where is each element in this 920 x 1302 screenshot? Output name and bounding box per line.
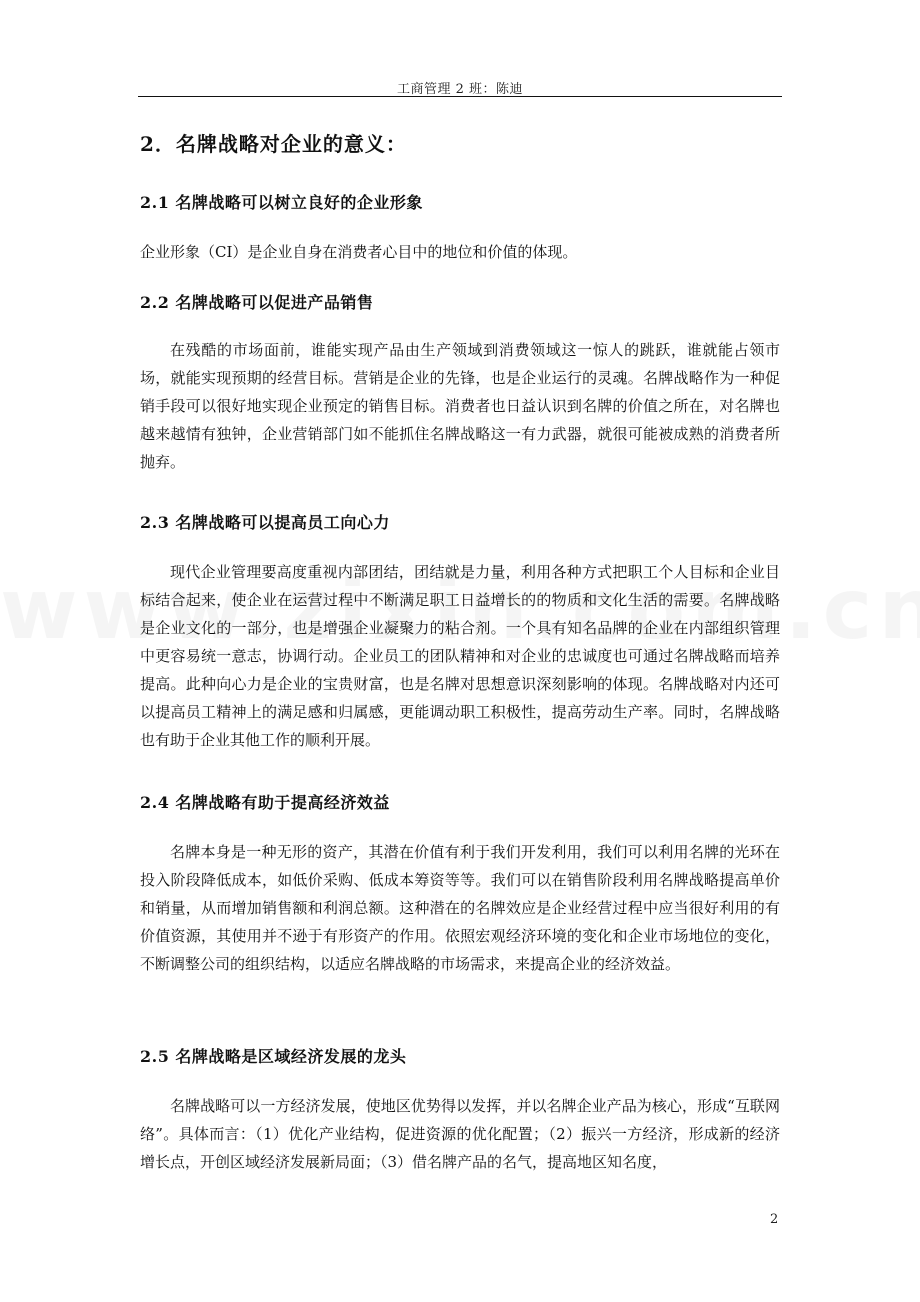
paragraph: 名牌本身是一种无形的资产，其潜在价值有利于我们开发利用，我们可以利用名牌的光环在投入阶段降低成本，如低价采购、低成本筹资等等。我们可以在销售阶段利用名牌战略提高单价和销量，从而增加销售额和利润总额。这种潜在的名牌效应是企业经营过程中应当很好利用的有价值资源，其使用并不逊于有形资产的作用。依照宏观经济环境的变化和企业市场地位的变化，不断调整公司的组织结构，以适应名牌战略的市场需求，来提高企业的经济效益。 (140, 843, 780, 973)
subsection-heading: 2.1 名牌战略可以树立良好的企业形象 (140, 193, 423, 212)
page-number: 2 (770, 1212, 779, 1227)
subsection-heading: 2.2 名牌战略可以促进产品销售 (140, 293, 374, 312)
subsection-heading: 2.4 名牌战略有助于提高经济效益 (140, 793, 390, 812)
subsection-heading: 2.5 名牌战略是区域经济发展的龙头 (140, 1047, 407, 1066)
subsection-heading: 2.3 名牌战略可以提高员工向心力 (140, 513, 390, 532)
paragraph: 在残酷的市场面前，谁能实现产品由生产领域到消费领域这一惊人的跳跃，谁就能占领市场，就能实现预期的经营目标。营销是企业的先锋，也是企业运行的灵魂。名牌战略作为一种促销手段可以很好地实现企业预定的销售目标。消费者也日益认识到名牌的价值之所在，对名牌也越来越情有独钟，企业营销部门如不能抓住名牌战略这一有力武器，就很可能被成熟的消费者所抛弃。 (140, 341, 780, 471)
header-divider (138, 96, 782, 97)
running-header: 工商管理 2 班：陈迪 (396, 82, 524, 97)
paragraph: 企业形象（CI）是企业自身在消费者心目中的地位和价值的体现。 (140, 243, 578, 261)
paragraph: 现代企业管理要高度重视内部团结，团结就是力量，利用各种方式把职工个人目标和企业目标结合起来，使企业在运营过程中不断满足职工日益增长的的物质和文化生活的需要。名牌战略是企业文化的一部分，也是增强企业凝聚力的粘合剂。一个具有知名品牌的企业在内部组织管理中更容易统一意志，协调行动。企业员工的团队精神和对企业的忠诚度也可通过名牌战略而培养提高。此种向心力是企业的宝贵财富，也是名牌对思想意识深刻影响的体现。名牌战略对内还可以提高员工精神上的满足感和归属感，更能调动职工积极性，提高劳动生产率。同时，名牌战略也有助于企业其他工作的顺利开展。 (140, 563, 780, 749)
section-heading: 2．名牌战略对企业的意义： (140, 132, 407, 156)
paragraph: 名牌战略可以一方经济发展，使地区优势得以发挥，并以名牌企业产品为核心，形成“互联网络”。具体而言：（1）优化产业结构，促进资源的优化配置；（2）振兴一方经济，形成新的经济增长点，开创区域经济发展新局面；（3）借名牌产品的名气，提高地区知名度， (140, 1097, 780, 1171)
